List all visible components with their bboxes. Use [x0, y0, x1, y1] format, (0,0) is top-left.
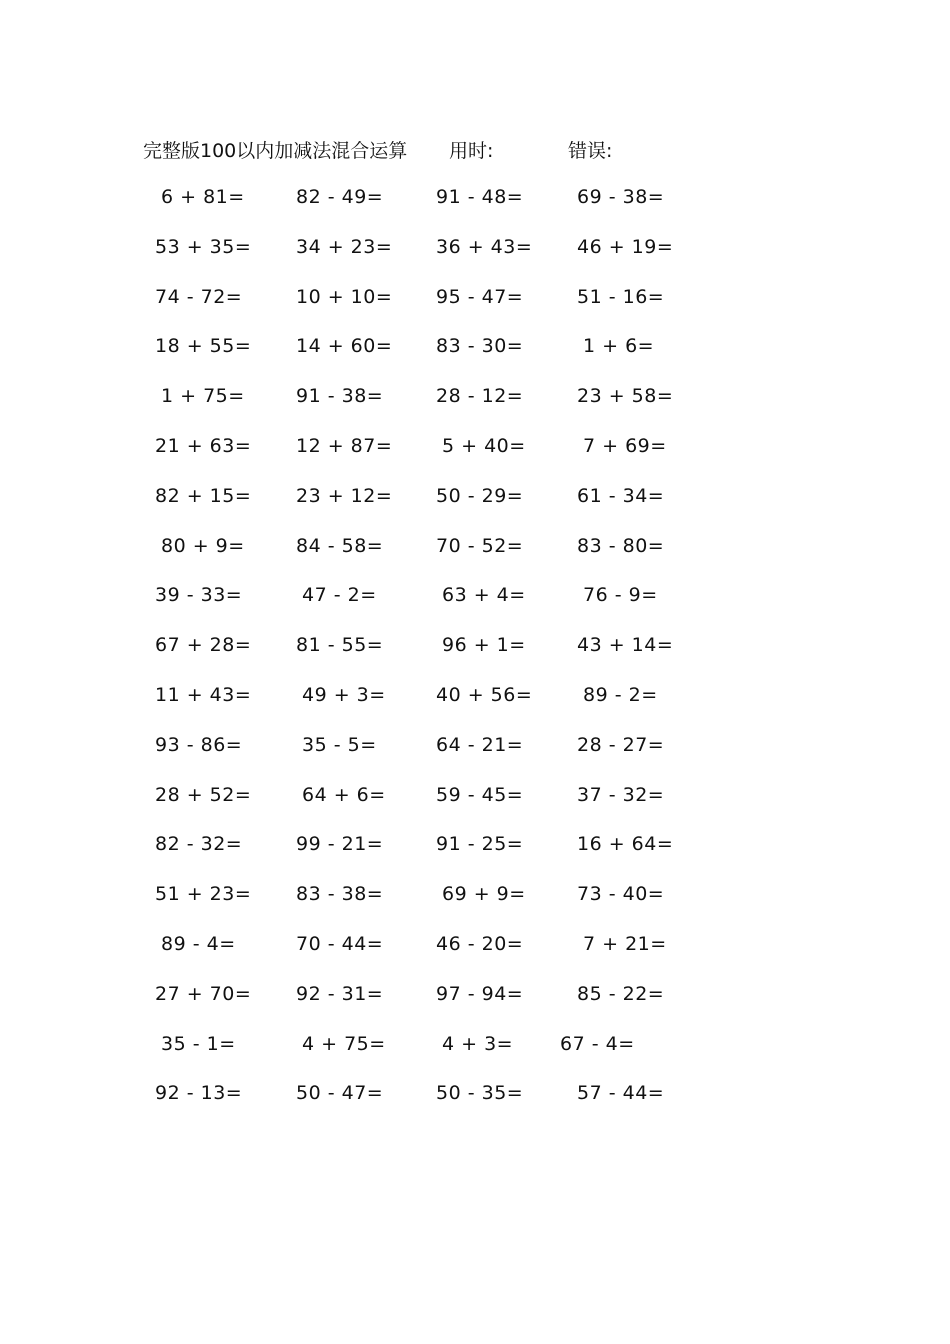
math-problem: 18 + 55=: [155, 335, 252, 358]
math-problem: 82 - 49=: [296, 186, 384, 208]
problem-row: [0, 983, 950, 1033]
math-problem: 35 - 1=: [161, 1032, 236, 1055]
problem-row: [0, 535, 950, 585]
math-problem: 92 - 31=: [296, 982, 384, 1005]
math-problem: 6 + 81=: [161, 186, 245, 208]
math-problem: 12 + 87=: [296, 434, 393, 457]
math-problem: 67 - 4=: [560, 1032, 635, 1055]
math-problem: 85 - 22=: [577, 982, 665, 1005]
math-problem: 4 + 3=: [442, 1032, 514, 1055]
math-problem: 11 + 43=: [155, 683, 252, 706]
math-problem: 93 - 86=: [155, 733, 243, 756]
problem-row: [0, 1082, 950, 1132]
math-problem: 46 + 19=: [577, 235, 674, 258]
math-problem: 28 - 27=: [577, 733, 665, 756]
math-problem: 7 + 69=: [583, 434, 667, 457]
math-problem: 7 + 21=: [583, 932, 667, 955]
math-problem: 99 - 21=: [296, 833, 384, 856]
math-problem: 1 + 6=: [583, 335, 655, 358]
problem-row: [0, 634, 950, 684]
math-problem: 95 - 47=: [436, 285, 524, 308]
math-problem: 51 - 16=: [577, 285, 665, 308]
problem-row: [0, 236, 950, 286]
math-problem: 46 - 20=: [436, 932, 524, 955]
math-problem: 21 + 63=: [155, 434, 252, 457]
math-problem: 96 + 1=: [442, 634, 526, 657]
time-label: 用时:: [449, 140, 494, 162]
math-problem: 53 + 35=: [155, 235, 252, 258]
problem-row: [0, 933, 950, 983]
problem-row: [0, 784, 950, 834]
math-problem: 80 + 9=: [161, 534, 245, 557]
math-problem: 34 + 23=: [296, 235, 393, 258]
math-problem: 14 + 60=: [296, 335, 393, 358]
math-problem: 64 + 6=: [302, 783, 386, 806]
problem-row: [0, 734, 950, 784]
math-problem: 47 - 2=: [302, 584, 377, 607]
math-problem: 67 + 28=: [155, 634, 252, 657]
math-problem: 82 - 32=: [155, 833, 243, 856]
error-label: 错误:: [568, 140, 613, 162]
math-problem: 28 - 12=: [436, 385, 524, 408]
math-problem: 92 - 13=: [155, 1082, 243, 1105]
problem-row: [0, 684, 950, 734]
math-problem: 63 + 4=: [442, 584, 526, 607]
math-problem: 84 - 58=: [296, 534, 384, 557]
problem-row: [0, 186, 950, 236]
math-problem: 5 + 40=: [442, 434, 526, 457]
math-problem: 70 - 44=: [296, 932, 384, 955]
problem-row: [0, 385, 950, 435]
math-problem: 83 - 30=: [436, 335, 524, 358]
math-problem: 69 - 38=: [577, 186, 665, 208]
math-problem: 83 - 80=: [577, 534, 665, 557]
math-problem: 43 + 14=: [577, 634, 674, 657]
math-problem: 82 + 15=: [155, 484, 252, 507]
math-problem: 50 - 35=: [436, 1082, 524, 1105]
math-problem: 59 - 45=: [436, 783, 524, 806]
problem-row: [0, 1033, 950, 1083]
math-problem: 57 - 44=: [577, 1082, 665, 1105]
math-problem: 16 + 64=: [577, 833, 674, 856]
math-problem: 27 + 70=: [155, 982, 252, 1005]
math-problem: 70 - 52=: [436, 534, 524, 557]
problem-row: [0, 485, 950, 535]
math-problem: 51 + 23=: [155, 883, 252, 906]
math-problem: 39 - 33=: [155, 584, 243, 607]
math-problem: 74 - 72=: [155, 285, 243, 308]
math-problem: 36 + 43=: [436, 235, 533, 258]
math-problem: 23 + 58=: [577, 385, 674, 408]
math-problem: 69 + 9=: [442, 883, 526, 906]
problem-row: [0, 833, 950, 883]
problem-row: [0, 435, 950, 485]
math-problem: 91 - 25=: [436, 833, 524, 856]
math-problem: 89 - 2=: [583, 683, 658, 706]
problem-row: [0, 883, 950, 933]
math-problem: 81 - 55=: [296, 634, 384, 657]
problem-row: [0, 584, 950, 634]
problem-grid: [0, 186, 950, 1132]
worksheet-title: 完整版100以内加减法混合运算: [143, 140, 408, 162]
math-problem: 28 + 52=: [155, 783, 252, 806]
math-problem: 64 - 21=: [436, 733, 524, 756]
math-problem: 35 - 5=: [302, 733, 377, 756]
math-problem: 91 - 48=: [436, 186, 524, 208]
math-problem: 4 + 75=: [302, 1032, 386, 1055]
math-problem: 50 - 47=: [296, 1082, 384, 1105]
math-problem: 23 + 12=: [296, 484, 393, 507]
math-problem: 91 - 38=: [296, 385, 384, 408]
math-problem: 89 - 4=: [161, 932, 236, 955]
math-problem: 97 - 94=: [436, 982, 524, 1005]
math-problem: 61 - 34=: [577, 484, 665, 507]
math-problem: 50 - 29=: [436, 484, 524, 507]
problem-row: [0, 286, 950, 336]
math-problem: 49 + 3=: [302, 683, 386, 706]
math-problem: 73 - 40=: [577, 883, 665, 906]
math-problem: 83 - 38=: [296, 883, 384, 906]
problem-row: [0, 335, 950, 385]
math-problem: 37 - 32=: [577, 783, 665, 806]
math-problem: 40 + 56=: [436, 683, 533, 706]
math-problem: 1 + 75=: [161, 385, 245, 408]
math-problem: 10 + 10=: [296, 285, 393, 308]
math-problem: 76 - 9=: [583, 584, 658, 607]
